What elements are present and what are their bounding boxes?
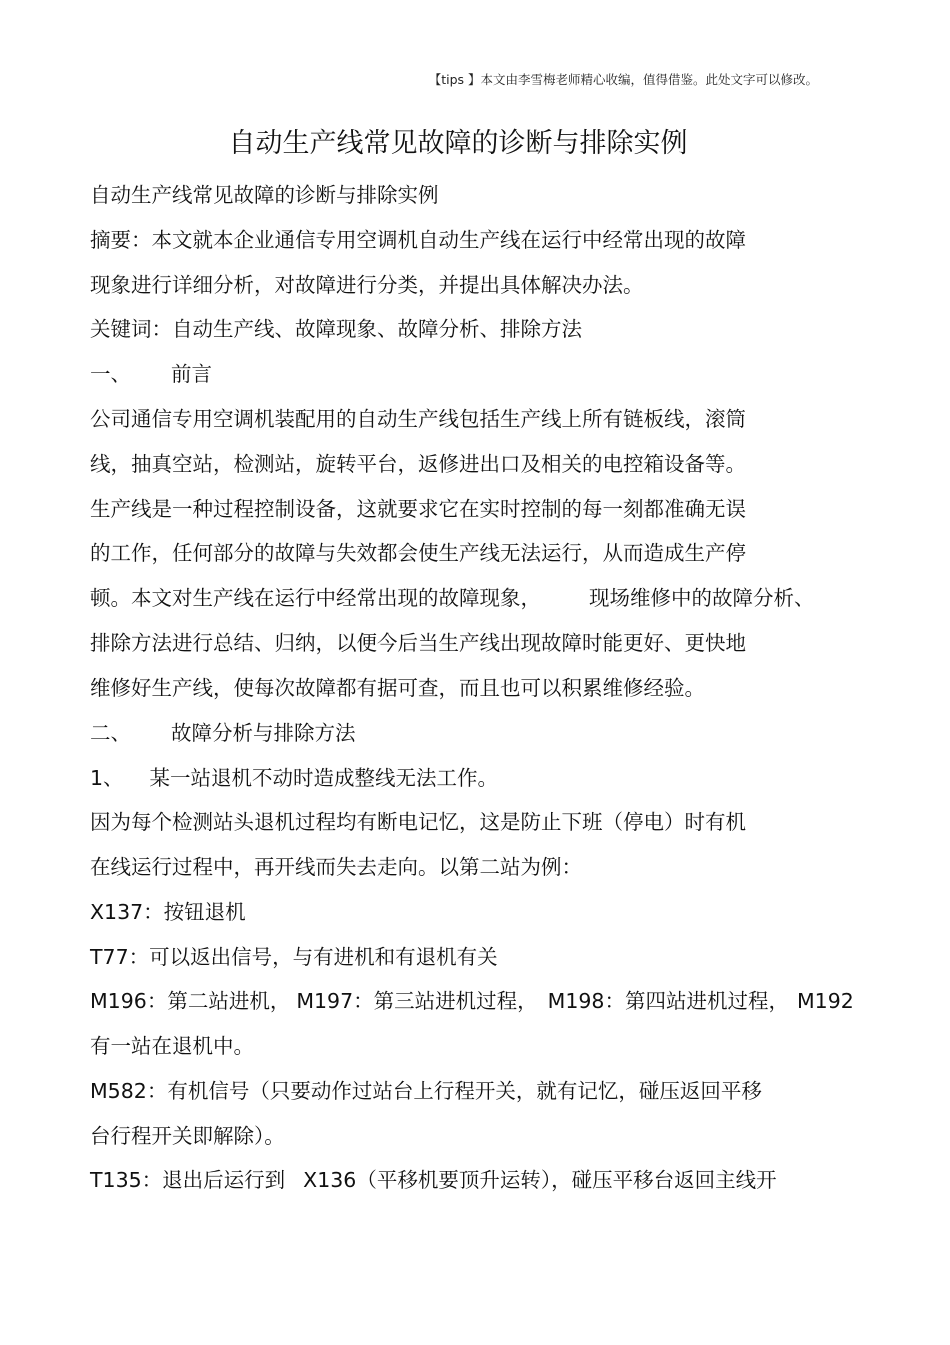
subsection-heading (90, 764, 498, 792)
section-title: 前言 (171, 362, 212, 386)
signal-segment: M196：第二站进机， (90, 989, 291, 1013)
signal-segment: T135：退出后运行到 (90, 1168, 286, 1192)
paragraph-line: 线，抽真空站，检测站，旋转平台，返修进出口及相关的电控箱设备等。 (90, 452, 746, 476)
paragraph-segment: 顿。本文对生产线在运行中经常出现的故障现象， (90, 586, 541, 610)
paragraph-line: 有一站在退机中。 (90, 1034, 254, 1058)
keywords-line: 关键词：自动生产线、故障现象、故障分析、排除方法 (90, 317, 582, 341)
abstract-line-1: 摘要：本文就本企业通信专用空调机自动生产线在运行中经常出现的故障 (90, 228, 746, 252)
paragraph-line: 公司通信专用空调机装配用的自动生产线包括生产线上所有链板线，滚筒 (90, 407, 746, 431)
signal-segment: X136（平移机要顶升运转），碰压平移台返回主线开 (303, 1168, 777, 1192)
subsection-title: 某一站退机不动时造成整线无法工作。 (149, 766, 499, 790)
paragraph-line: 台行程开关即解除）。 (90, 1124, 285, 1148)
signal-segment: M197：第三站进机过程， (296, 989, 538, 1013)
abstract-line-2: 现象进行详细分析，对故障进行分类，并提出具体解决办法。 (90, 273, 644, 297)
subtitle-line: 自动生产线常见故障的诊断与排除实例 (90, 183, 439, 207)
section-number: 一、 (90, 362, 131, 386)
signal-line: T77：可以返出信号，与有进机和有退机有关 (90, 945, 498, 969)
paragraph-line: 维修好生产线，使每次故障都有据可查，而且也可以积累维修经验。 (90, 676, 705, 700)
subsection-number: 1、 (90, 766, 124, 790)
paragraph-line: 的工作，任何部分的故障与失效都会使生产线无法运行，从而造成生产停 (90, 541, 746, 565)
page-title: 自动生产线常见故障的诊断与排除实例 (228, 128, 688, 159)
section-number: 二、 (90, 721, 131, 745)
signal-segment: M192 (796, 989, 854, 1013)
signal-line (90, 987, 854, 1015)
tips-note: 【tips 】本文由李雪梅老师精心收编，值得借鉴。此处文字可以修改。 (428, 72, 818, 87)
signal-line: M582：有机信号（只要动作过站台上行程开关，就有记忆，碰压返回平移 (90, 1079, 762, 1103)
paragraph-line (90, 584, 815, 612)
section-title: 故障分析与排除方法 (171, 721, 356, 745)
paragraph-segment: 现场维修中的故障分析、 (589, 586, 815, 610)
signal-line: X137：按钮退机 (90, 900, 246, 924)
section-heading-1 (90, 360, 212, 388)
section-heading-2 (90, 719, 356, 747)
signal-line (90, 1166, 777, 1194)
paragraph-line: 生产线是一种过程控制设备，这就要求它在实时控制的每一刻都准确无误 (90, 497, 746, 521)
paragraph-line: 因为每个检测站头退机过程均有断电记忆，这是防止下班（停电）时有机 (90, 810, 746, 834)
paragraph-line: 排除方法进行总结、归纳，以便今后当生产线出现故障时能更好、更快地 (90, 631, 746, 655)
signal-segment: M198：第四站进机过程， (547, 989, 789, 1013)
paragraph-line: 在线运行过程中，再开线而失去走向。以第二站为例： (90, 855, 582, 879)
